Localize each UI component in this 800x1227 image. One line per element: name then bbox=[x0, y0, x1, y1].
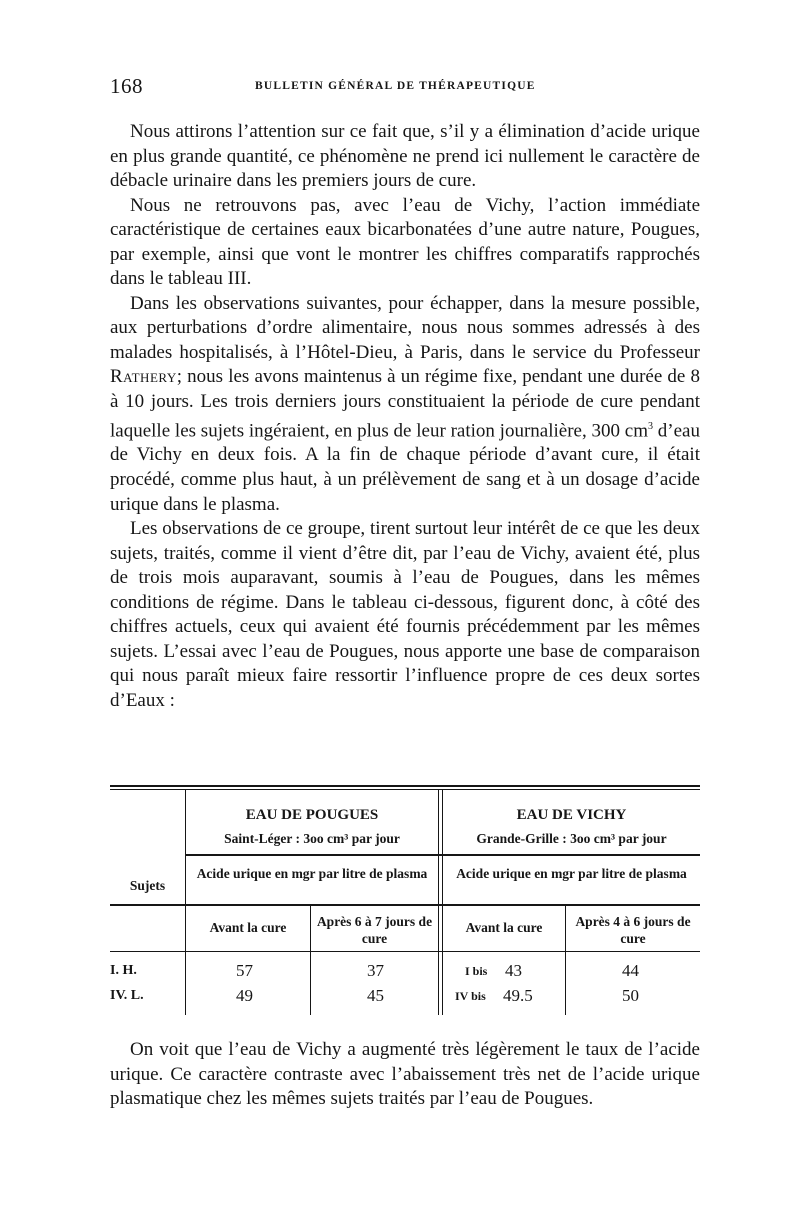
row-2-pougues-before: 49 bbox=[236, 986, 253, 1005]
pougues-measure: Acide urique en mgr par litre de plasma bbox=[196, 866, 428, 881]
vichy-title: EAU DE VICHY bbox=[516, 807, 627, 823]
row-1-pougues-after: 37 bbox=[367, 961, 384, 980]
page-header bbox=[110, 74, 700, 104]
sujets-header: Sujets bbox=[129, 878, 166, 893]
vichy-col-after: Après 4 à 6 jours de cure bbox=[575, 914, 691, 946]
rule-under-measure bbox=[110, 904, 700, 906]
rule-between-waters-a bbox=[438, 790, 439, 1015]
row-1-vichy-tag: I bis bbox=[465, 964, 488, 978]
paragraph-1: Nous attirons l’attention sur ce fait que, s’il y a élimination d’acide urique en plus grande quantité, ce phénomène ne prend ici nullement le caractère de débacle urinaire dans les premiers jours de cure. bbox=[110, 121, 700, 192]
row-2-vichy-tag: IV bis bbox=[455, 989, 486, 1003]
cube-superscript: 3 bbox=[648, 420, 654, 432]
comparison-table bbox=[110, 785, 700, 1015]
conclusion-text bbox=[110, 1038, 700, 1112]
body-text bbox=[110, 120, 700, 713]
paragraph-3 bbox=[110, 292, 700, 517]
page-number: 168 bbox=[110, 74, 143, 98]
vichy-measure: Acide urique en mgr par litre de plasma bbox=[456, 866, 687, 881]
running-title: BULLETIN GÉNÉRAL DE THÉRAPEUTIQUE bbox=[255, 80, 536, 92]
professor-name: Rathery bbox=[110, 366, 177, 388]
pougues-col-before: Avant la cure bbox=[209, 920, 287, 935]
row-2-pougues-after: 45 bbox=[367, 986, 384, 1005]
paragraph-4: Les observations de ce groupe, tirent surtout leur intérêt de ce que les deux sujets, traités, comme il vient d’être dit, par l’eau de Vichy, avaient été, plus de trois mois auparavant, soumis à l’eau de Pougues, dans les mêmes conditions de régime. Dans le tableau ci-dessous, figurent donc, à côté des chiffres actuels, ceux qui avaient été fournis précédemment par les mêmes sujets. L’essai avec l’eau de Pougues, nous apporte une base de comparaison qui nous paraît mieux faire ressortir l’influence propre de ces deux sortes d’Eaux : bbox=[110, 518, 700, 711]
row-2-vichy-after: 50 bbox=[622, 986, 639, 1005]
pougues-subtitle: Saint-Léger : 3oo cm³ par jour bbox=[224, 831, 400, 846]
vichy-col-before: Avant la cure bbox=[465, 920, 543, 935]
conclusion-paragraph: On voit que l’eau de Vichy a augmenté très légèrement le taux de l’acide urique. Ce caractère contraste avec l’abaissement très net de l’acide urique plasmatique chez les mêmes sujets traités par l’eau de Pougues. bbox=[110, 1039, 700, 1109]
table-top-rule-thin bbox=[110, 789, 700, 790]
row-2-subject: IV. L. bbox=[110, 988, 144, 1003]
paragraph-3-part-1: Dans les observations suivantes, pour échapper, dans la mesure possible, aux perturbations d’ordre alimentaire, nous nous sommes adressés à des malades hospitalisés, à l’Hôtel-Dieu, à Paris, dans le service du Professeur bbox=[110, 292, 700, 363]
row-2-vichy-before: 49.5 bbox=[503, 986, 533, 1005]
paragraph-3-part-3: d’eau de Vichy en deux fois. A la fin de chaque période d’avant cure, il était procédé, comme plus haut, à un prélèvement de sang et à un dosage d’acide urique dans le plasma. bbox=[110, 419, 700, 515]
row-1-vichy-after: 44 bbox=[622, 961, 639, 980]
rule-under-cols bbox=[110, 951, 700, 952]
pougues-title: EAU DE POUGUES bbox=[245, 807, 379, 823]
row-1-vichy-before: 43 bbox=[505, 961, 522, 980]
row-1-pougues-before: 57 bbox=[236, 961, 253, 980]
vichy-subtitle: Grande-Grille : 3oo cm³ par jour bbox=[476, 831, 667, 846]
table-top-rule bbox=[110, 785, 700, 787]
row-1-subject: I. H. bbox=[110, 963, 137, 978]
rule-under-titles bbox=[186, 854, 700, 856]
pougues-col-after: Après 6 à 7 jours de cure bbox=[316, 914, 433, 946]
paragraph-3-part-2: ; nous les avons maintenus à un régime fixe, pendant une durée de 8 à 10 jours. Les trois derniers jours constituaient la période de cure pendant laquelle les sujets ingéraient, en plus de leur ration journalière, 300 cm bbox=[110, 366, 700, 441]
paragraph-2: Nous ne retrouvons pas, avec l’eau de Vichy, l’action immédiate caractéristique de certaines eaux bicarbonatées d’une autre nature, Pougues, par exemple, ainsi que vont le montrer les chiffres comparatifs rapprochés dans le tableau III. bbox=[110, 194, 700, 290]
